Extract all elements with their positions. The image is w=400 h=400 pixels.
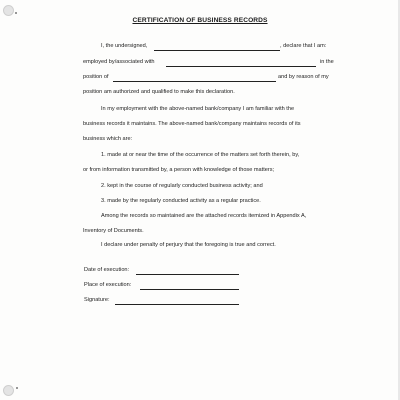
document-title: CERTIFICATION OF BUSINESS RECORDS <box>132 17 268 24</box>
signature-label: Signature: <box>84 297 110 303</box>
position-blank[interactable] <box>113 81 276 82</box>
inventory-line: Inventory of Documents. <box>83 228 144 234</box>
punch-hole-top <box>3 5 14 16</box>
name-blank[interactable] <box>154 50 280 51</box>
business-which-line: business which are: <box>83 136 133 142</box>
perjury-line: I declare under penalty of perjury that the foregoing is true and correct. <box>101 242 276 248</box>
item-1-line-2: or from information transmitted by, a person with knowledge of those matters; <box>83 167 275 173</box>
declare-label: , declare that I am: <box>280 43 327 49</box>
item-3: 3. made by the regularly conducted activity as a regular practice. <box>101 198 261 204</box>
familiar-line: In my employment with the above-named bank/company I am familiar with the <box>101 106 295 112</box>
scan-speck <box>15 12 17 14</box>
by-reason-label: and by reason of my <box>278 74 329 80</box>
punch-hole-bottom <box>3 385 14 396</box>
employer-blank[interactable] <box>166 66 316 67</box>
authorized-line: position am authorized and qualified to make this declaration. <box>83 89 235 95</box>
signature-blank[interactable] <box>115 304 239 305</box>
item-2: 2. kept in the course of regularly conducted business activity; and <box>101 183 263 189</box>
date-label: Date of execution: <box>84 267 130 273</box>
scan-speck <box>16 387 18 389</box>
among-records-line: Among the records so maintained are the attached records itemized in Appendix A, <box>101 213 307 219</box>
place-blank[interactable] <box>140 289 239 290</box>
employed-label: employed by/associated with <box>83 59 155 65</box>
date-blank[interactable] <box>136 274 239 275</box>
position-label: position of <box>83 74 109 80</box>
in-the-label: in the <box>320 59 334 65</box>
place-label: Place of execution: <box>84 282 132 288</box>
maintains-line: business records it maintains. The above-named bank/company maintains records of its <box>83 121 301 127</box>
undersigned-label: I, the undersigned, <box>101 43 148 49</box>
item-1-line-1: 1. made at or near the time of the occurrence of the matters set forth therein, by, <box>101 152 300 158</box>
